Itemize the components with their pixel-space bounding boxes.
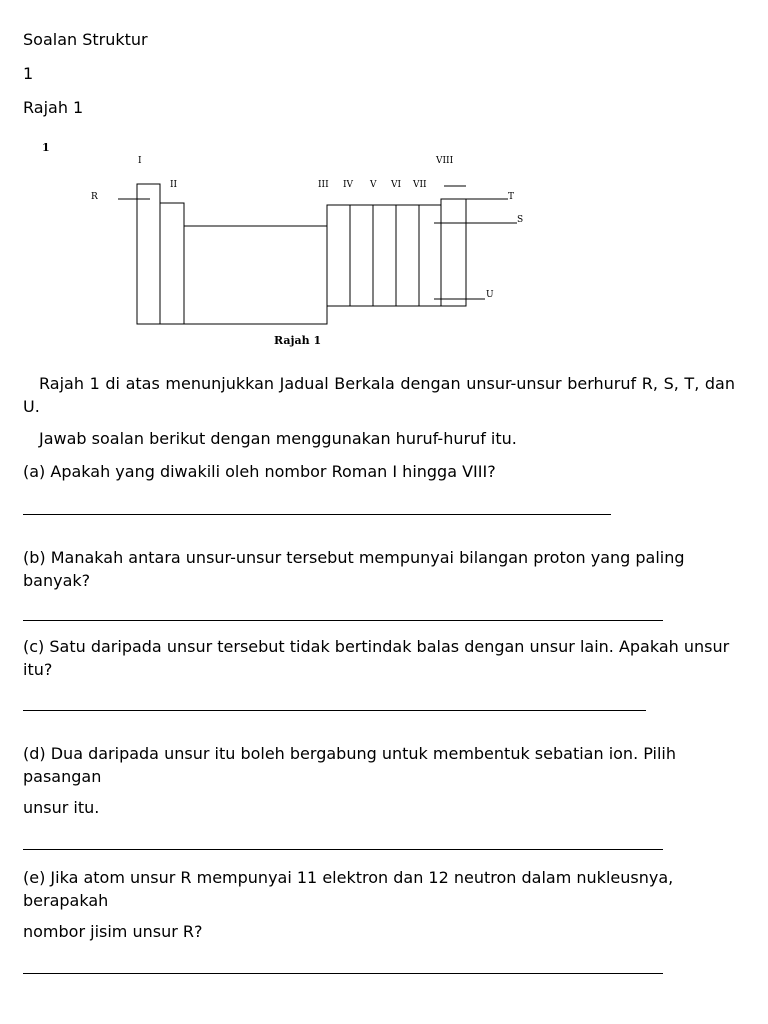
- periodic-table-diagram: [30, 135, 530, 350]
- element-label-t: T: [508, 192, 515, 202]
- group-label-ii: II: [170, 180, 178, 190]
- group-label-iii: III: [318, 180, 329, 190]
- group-iii-column: [327, 205, 350, 306]
- question-e: (e) Jika atom unsur R mempunyai 11 elektron dan 12 neutron dalam nukleusnya, berapakah: [23, 868, 674, 910]
- diagram-caption: Rajah 1: [23, 98, 84, 117]
- question-a: (a) Apakah yang diwakili oleh nombor Roman I hingga VIII?: [23, 462, 496, 481]
- answer-line-e[interactable]: [23, 973, 663, 974]
- answer-line-a[interactable]: [23, 514, 611, 515]
- group-v-column: [373, 205, 396, 306]
- question-d-continued: unsur itu.: [23, 798, 100, 817]
- question-number: 1: [23, 64, 34, 83]
- group-i-column: [137, 184, 160, 324]
- transition-block: [184, 226, 327, 324]
- figure-caption: Rajah 1: [274, 334, 322, 347]
- group-label-iv: IV: [343, 180, 354, 190]
- group-label-v: V: [370, 180, 377, 190]
- group-label-viii: VIII: [436, 156, 454, 166]
- element-label-r: R: [91, 192, 98, 202]
- element-label-s: S: [517, 215, 524, 225]
- group-iv-column: [350, 205, 373, 306]
- question-d: (d) Dua daripada unsur itu boleh bergabung untuk membentuk sebatian ion. Pilih pasangan: [23, 744, 677, 786]
- question-e-continued: nombor jisim unsur R?: [23, 922, 203, 941]
- instruction-text: Jawab soalan berikut dengan menggunakan huruf-huruf itu.: [39, 429, 517, 448]
- group-viii-column: [441, 199, 466, 306]
- group-label-vii: VII: [413, 180, 427, 190]
- element-label-u: U: [486, 290, 494, 300]
- answer-line-b[interactable]: [23, 620, 663, 621]
- group-label-i: I: [138, 156, 142, 166]
- answer-line-d[interactable]: [23, 849, 663, 850]
- figure-number: 1: [42, 141, 50, 154]
- answer-line-c[interactable]: [23, 710, 646, 711]
- group-ii-column: [160, 203, 184, 324]
- question-c: (c) Satu daripada unsur tersebut tidak bertindak balas dengan unsur lain. Apakah unsur itu?: [23, 637, 730, 679]
- group-label-vi: VI: [391, 180, 402, 190]
- intro-text: Rajah 1 di atas menunjukkan Jadual Berkala dengan unsur-unsur berhuruf R, S, T, dan U.: [23, 374, 735, 416]
- section-heading: Soalan Struktur: [23, 30, 148, 49]
- question-b: (b) Manakah antara unsur-unsur tersebut mempunyai bilangan proton yang paling banyak?: [23, 548, 685, 590]
- group-vii-column: [419, 205, 441, 306]
- group-vi-column: [396, 205, 419, 306]
